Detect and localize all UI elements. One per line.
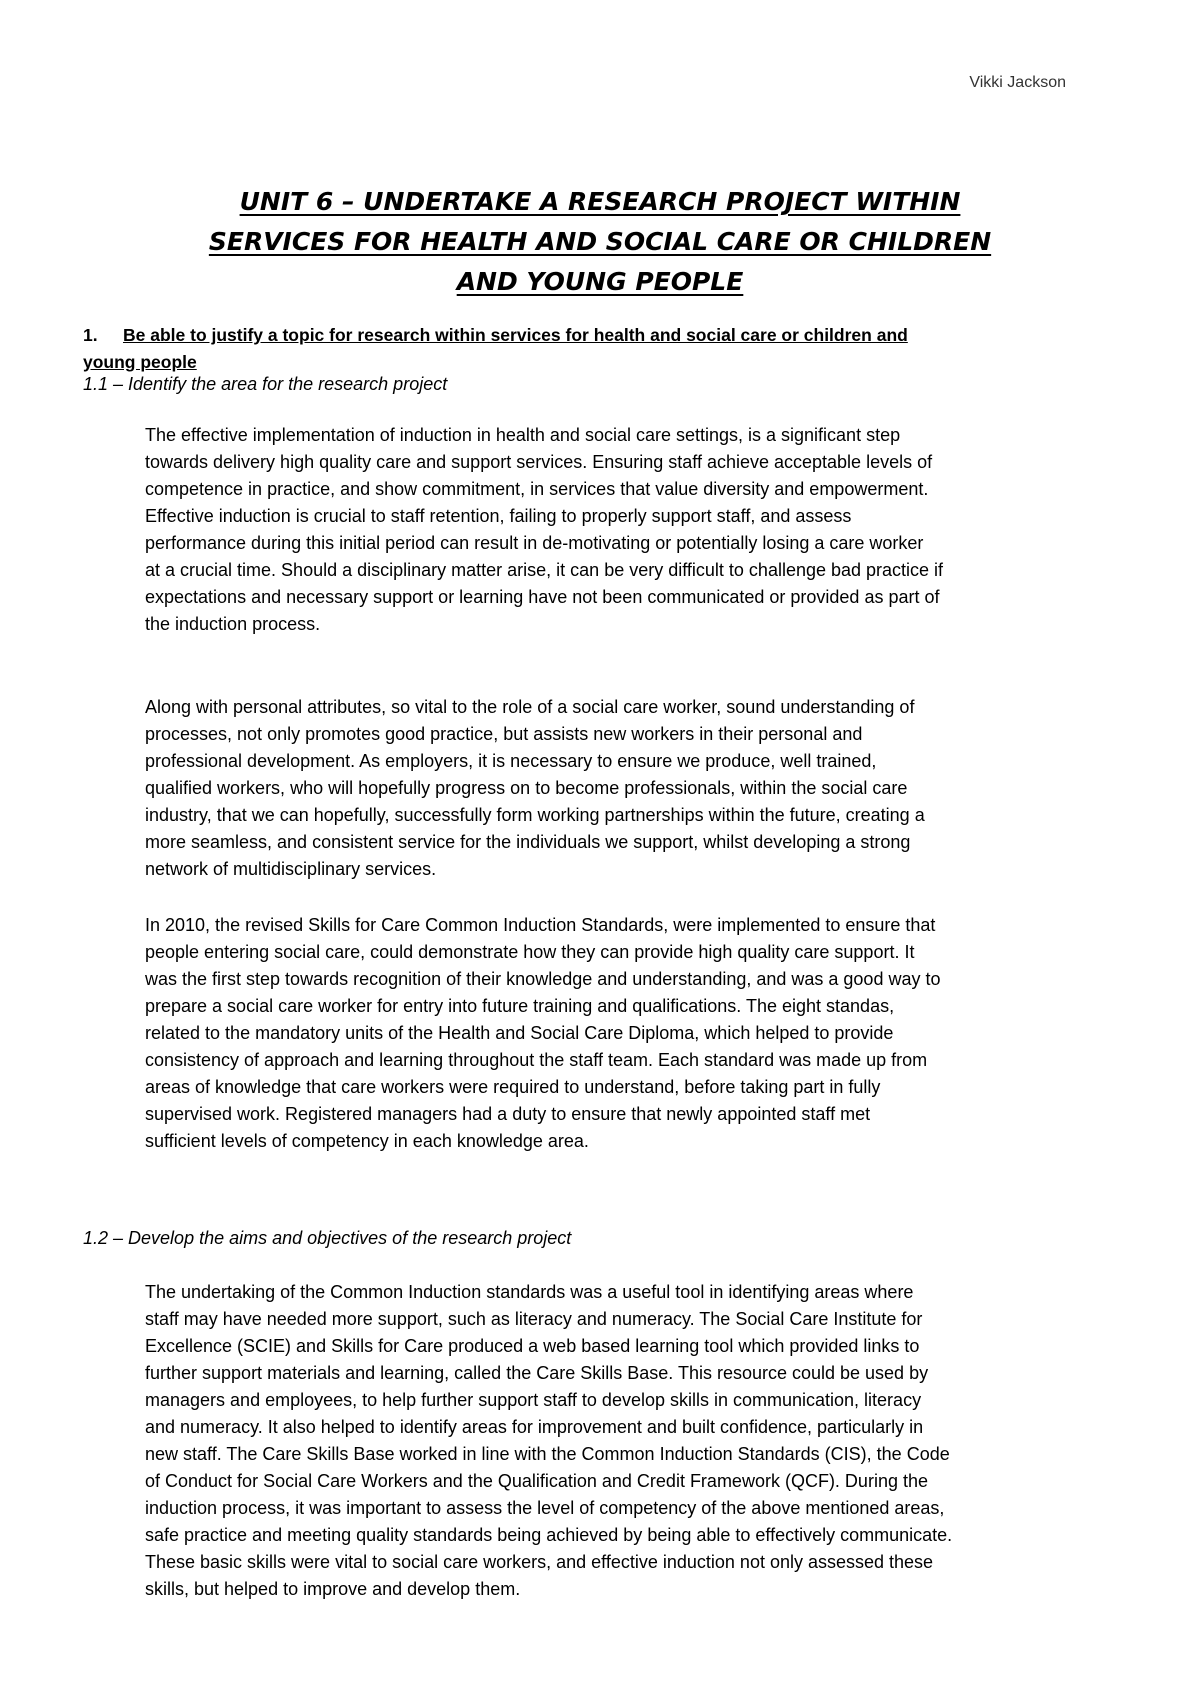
paragraph: [145, 694, 1075, 883]
paragraph-line: towards delivery high quality care and support services. Ensuring staff achieve acceptable levels of: [145, 452, 933, 472]
subsection-heading: 1.1 – Identify the area for the research project: [83, 374, 448, 394]
paragraph-line: These basic skills were vital to social care workers, and effective induction not only assessed these: [145, 1552, 934, 1572]
paragraph-line: prepare a social care worker for entry into future training and qualifications. The eight standas,: [145, 996, 895, 1016]
paragraph-line: managers and employees, to help further support staff to develop skills in communication, literacy: [145, 1390, 922, 1410]
paragraph-line: was the first step towards recognition of their knowledge and understanding, and was a good way to: [145, 969, 941, 989]
paragraph-line: staff may have needed more support, such as literacy and numeracy. The Social Care Institute for: [145, 1309, 923, 1329]
paragraph-line: induction process, it was important to assess the level of competency of the above mentioned areas,: [145, 1498, 945, 1518]
paragraph-line: areas of knowledge that care workers were required to understand, before taking part in fully: [145, 1077, 881, 1097]
paragraph-line: processes, not only promotes good practice, but assists new workers in their personal and: [145, 724, 863, 744]
author-name: Vikki Jackson: [969, 74, 1066, 91]
section-heading-text: [83, 322, 1043, 376]
paragraph-line: supervised work. Registered managers had a duty to ensure that newly appointed staff met: [145, 1104, 871, 1124]
section-heading: [83, 322, 1043, 376]
subsection-heading: 1.2 – Develop the aims and objectives of the research project: [83, 1228, 572, 1248]
paragraph-line: further support materials and learning, called the Care Skills Base. This resource could be used by: [145, 1363, 929, 1383]
paragraph: [145, 422, 1075, 638]
page-title: [150, 182, 1050, 302]
paragraph-line: the induction process.: [145, 614, 321, 634]
paragraph-line: sufficient levels of competency in each knowledge area.: [145, 1131, 589, 1151]
paragraph-line: skills, but helped to improve and develop them.: [145, 1579, 521, 1599]
paragraph-line: The undertaking of the Common Induction standards was a useful tool in identifying areas where: [145, 1282, 914, 1302]
paragraph-line: performance during this initial period can result in de-motivating or potentially losing a care worker: [145, 533, 924, 553]
paragraph-line: more seamless, and consistent service for the individuals we support, whilst developing a strong: [145, 832, 911, 852]
section-heading-line: young people: [83, 352, 197, 372]
section-number: 1.: [83, 325, 98, 345]
paragraph-line: The effective implementation of induction in health and social care settings, is a significant step: [145, 425, 901, 445]
paragraph-line: expectations and necessary support or learning have not been communicated or provided as part of: [145, 587, 940, 607]
paragraph-line: competence in practice, and show commitment, in services that value diversity and empowerment.: [145, 479, 929, 499]
paragraph-line: Along with personal attributes, so vital to the role of a social care worker, sound understanding of: [145, 697, 915, 717]
paragraph-line: safe practice and meeting quality standards being achieved by being able to effectively communicate.: [145, 1525, 953, 1545]
title-line: SERVICES FOR HEALTH AND SOCIAL CARE OR CHILDREN: [208, 227, 992, 256]
paragraph-line: and numeracy. It also helped to identify areas for improvement and built confidence, particularly in: [145, 1417, 924, 1437]
paragraph-line: In 2010, the revised Skills for Care Common Induction Standards, were implemented to ensure that: [145, 915, 936, 935]
paragraph-line: at a crucial time. Should a disciplinary matter arise, it can be very difficult to challenge bad practice if: [145, 560, 944, 580]
paragraph-line: new staff. The Care Skills Base worked in line with the Common Induction Standards (CIS), the Code: [145, 1444, 950, 1464]
paragraph-line: industry, that we can hopefully, successfully form working partnerships within the future, creating a: [145, 805, 925, 825]
paragraph-line: Effective induction is crucial to staff retention, failing to properly support staff, and assess: [145, 506, 852, 526]
title-line: UNIT 6 – UNDERTAKE A RESEARCH PROJECT WITHIN: [239, 187, 961, 216]
title-line: AND YOUNG PEOPLE: [456, 267, 744, 296]
paragraph-line: related to the mandatory units of the Health and Social Care Diploma, which helped to provide: [145, 1023, 894, 1043]
paragraph: [145, 1279, 1075, 1603]
paragraph-line: professional development. As employers, it is necessary to ensure we produce, well trained,: [145, 751, 877, 771]
paragraph-line: consistency of approach and learning throughout the staff team. Each standard was made up from: [145, 1050, 928, 1070]
paragraph-line: qualified workers, who will hopefully progress on to become professionals, within the social care: [145, 778, 908, 798]
paragraph-line: of Conduct for Social Care Workers and the Qualification and Credit Framework (QCF). During the: [145, 1471, 928, 1491]
paragraph: [145, 912, 1075, 1155]
section-heading-line: Be able to justify a topic for research within services for health and social care or children and: [123, 325, 908, 345]
paragraph-line: people entering social care, could demonstrate how they can provide high quality care support. It: [145, 942, 915, 962]
paragraph-line: Excellence (SCIE) and Skills for Care produced a web based learning tool which provided links to: [145, 1336, 920, 1356]
paragraph-line: network of multidisciplinary services.: [145, 859, 437, 879]
